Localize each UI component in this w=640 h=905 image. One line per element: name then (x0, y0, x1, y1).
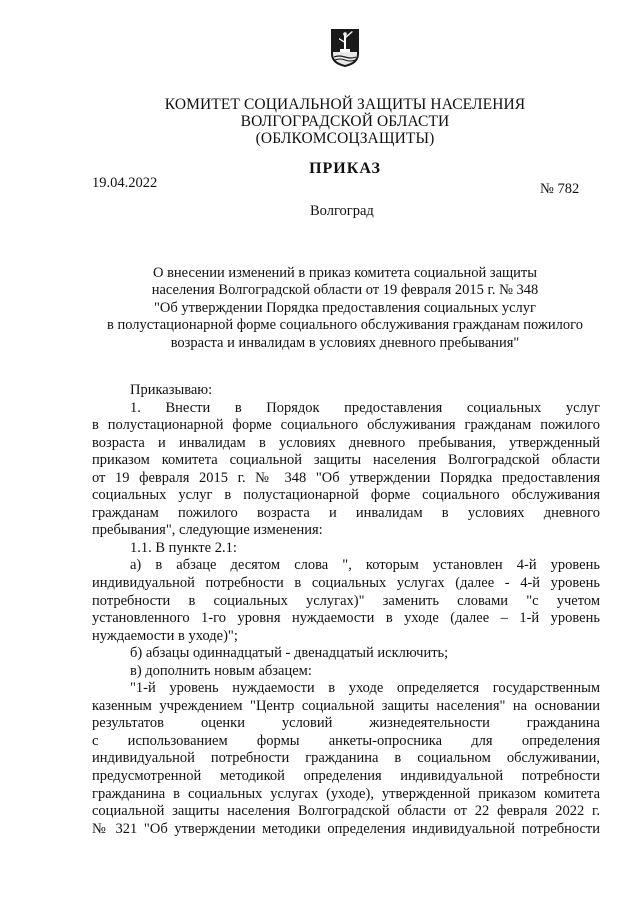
order-number: № 782 (540, 181, 580, 197)
order-city: Волгоград (310, 203, 374, 219)
body-line: "1-й уровень нуждаемости в уходе определяется государственным (130, 680, 600, 697)
body-line: Приказываю: (130, 382, 213, 398)
volgograd-coat-of-arms-icon (330, 28, 360, 68)
body-line: 1.1. В пункте 2.1: (130, 539, 237, 556)
body-line: б) абзацы одиннадцатый - двенадцатый исключить; (130, 645, 449, 662)
order-date: 19.04.2022 (92, 175, 158, 191)
body-line: от 19 февраля 2015 г. № 348 "Об утверждении Порядка предоставления (92, 469, 600, 486)
body-line: пребывания", следующие изменения: (92, 522, 323, 539)
order-title: ПРИКАЗ (309, 160, 381, 177)
subject-line: возраста и инвалидам в условиях дневного пребывания" (170, 334, 520, 351)
org-name-abbr: (ОБЛКОМСОЦЗАЩИТЫ) (255, 130, 435, 147)
body-line: в полустационарной форме социального обслуживания гражданам пожилого (92, 417, 600, 434)
body-line: гражданина в социальных услугах (уходе), утвержденной приказом комитета (92, 785, 600, 802)
body-line: в) дополнить новым абзацем: (130, 662, 312, 679)
body-line: социальных услуг в полустационарной форме социального обслуживания (92, 487, 600, 504)
body-line: нуждаемости в уходе)"; (92, 627, 238, 644)
subject-line: в полустационарной форме социального обслуживания гражданам пожилого (106, 317, 584, 334)
body-line: гражданам пожилого возраста и инвалидам в условиях дневного (92, 504, 600, 521)
body-line: социальной защиты населения Волгоградской области от 22 февраля 2022 г. (92, 803, 600, 820)
body-line: возраста и инвалидам в условиях дневного пребывания, утвержденный (92, 434, 600, 451)
subject-line: населения Волгоградской области от 19 февраля 2015 г. № 348 (151, 282, 539, 299)
body-line: индивидуальной потребности гражданина в социальном обслуживании, (92, 750, 600, 767)
body-line: установленного 1-го уровня нуждаемости в уходе (далее – 1-й уровень (92, 610, 600, 627)
body-line: казенным учреждением "Центр социальной защиты населения" на основании (92, 697, 600, 714)
body-line: результатов оценки условий жизнедеятельности гражданина (92, 715, 600, 732)
body-line: индивидуальной потребности в социальных услугах (далее - 4-й уровень (92, 575, 600, 592)
body-line: с использованием формы анкеты-опросника для определения (92, 732, 600, 749)
subject-line: "Об утверждении Порядка предоставления социальных услуг (154, 299, 536, 316)
org-name-line: КОМИТЕТ СОЦИАЛЬНОЙ ЗАЩИТЫ НАСЕЛЕНИЯ (164, 96, 526, 113)
body-line: приказом комитета социальной защиты населения Волгоградской области (92, 452, 600, 469)
org-name-line: ВОЛГОГРАДСКОЙ ОБЛАСТИ (240, 113, 450, 130)
body-line: а) в абзаце десятом слова ", которым установлен 4-й уровень (130, 557, 600, 574)
body-line: потребности в социальных услугах)" заменить словами "с учетом (92, 592, 600, 609)
order-subject (92, 265, 598, 352)
subject-line: О внесении изменений в приказ комитета социальной защиты (152, 265, 538, 281)
body-line: № 321 "Об утверждении методики определения индивидуальной потребности (92, 820, 600, 837)
body-line: предусмотренной методикой определения индивидуальной потребности (92, 768, 600, 785)
body-line: 1. Внести в Порядок предоставления социальных услуг (130, 399, 600, 416)
order-body (92, 382, 600, 838)
coat-of-arms-emblem (330, 28, 360, 68)
